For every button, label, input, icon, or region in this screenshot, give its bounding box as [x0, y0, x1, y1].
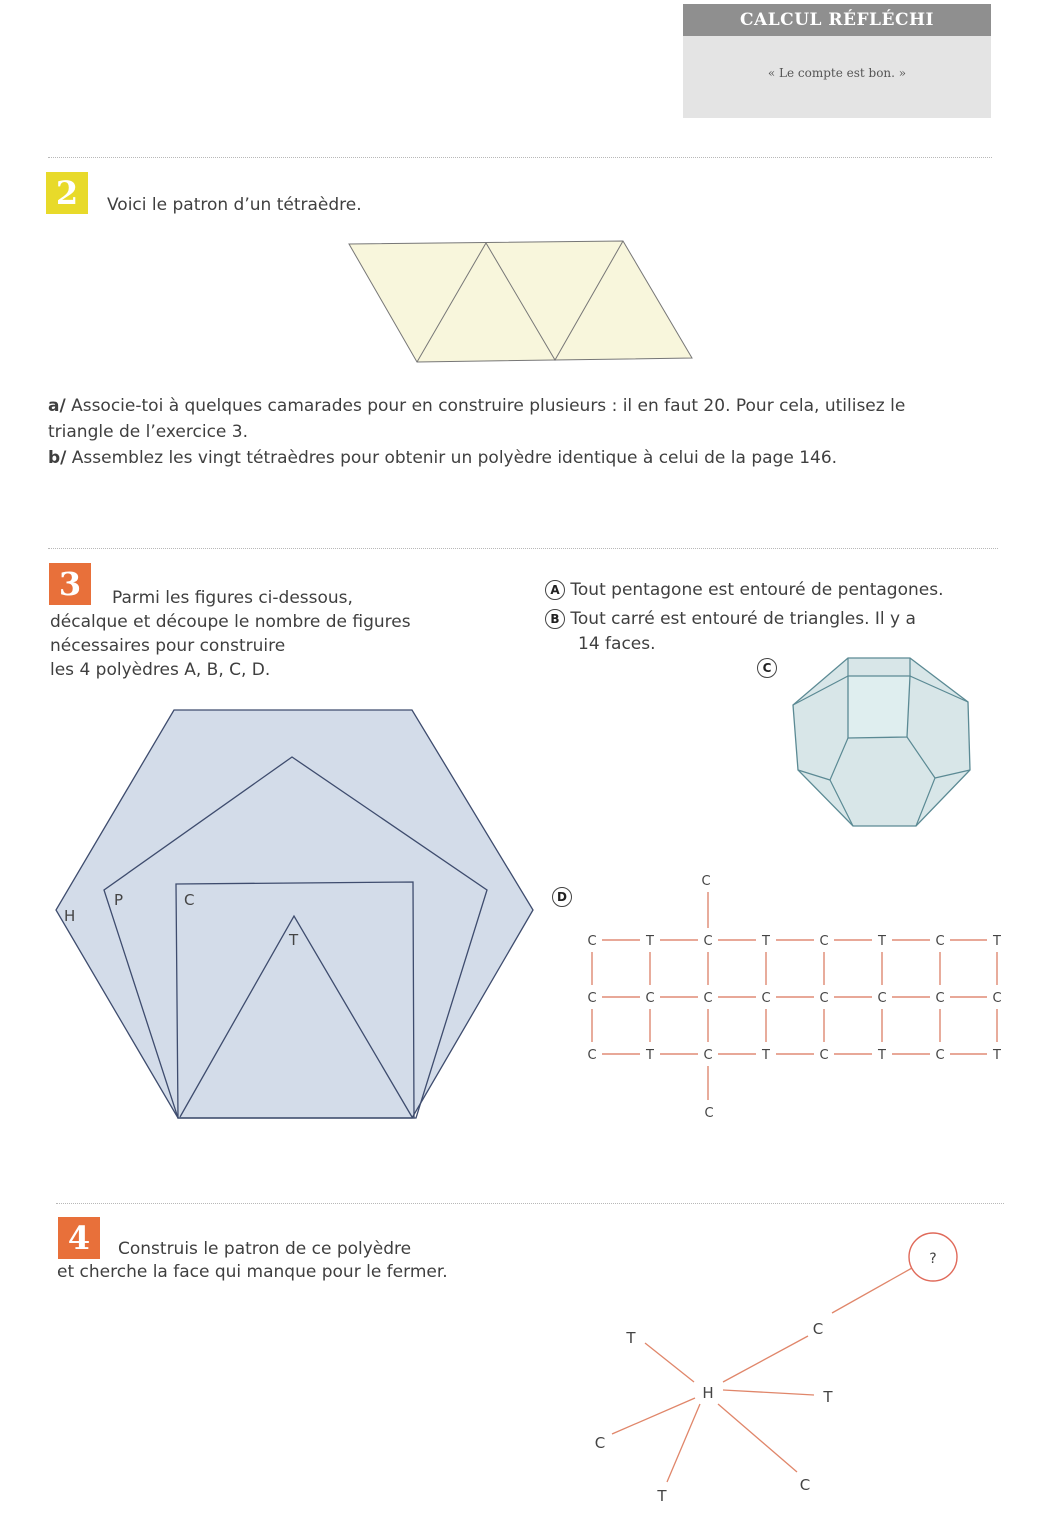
figure-label-t: T — [289, 931, 299, 949]
grid-cell: C — [587, 1048, 597, 1063]
center-node-h: H — [702, 1384, 714, 1402]
node-c-bottom-right: C — [799, 1476, 811, 1494]
exercise-2-b-text: Assemblez les vingt tétraèdres pour obtenir un polyèdre identique à celui de la page 146. — [71, 448, 838, 468]
grid-cell: C — [819, 1048, 829, 1063]
calcul-reflechi-subtitle: « Le compte est bon. » — [767, 66, 907, 80]
exercise-2-intro: Voici le patron d’un tétraèdre. — [107, 195, 362, 215]
exercise-3-badge: 3 — [49, 563, 91, 605]
item-a-text: Tout pentagone est entouré de pentagones. — [570, 580, 944, 600]
exercise-4-line-2: et cherche la face qui manque pour le fermer. — [57, 1262, 448, 1282]
exercise-2-a-text2: triangle de l’exercice 3. — [48, 422, 248, 442]
node-t-right: T — [823, 1388, 833, 1406]
letter-a-circle: A — [545, 580, 565, 600]
grid-cell: C — [703, 1048, 713, 1063]
node-t-upper-left: T — [626, 1329, 636, 1347]
grid-cell: C — [703, 934, 713, 949]
node-c-left: C — [594, 1434, 606, 1452]
grid-cell: C — [761, 991, 771, 1006]
figure-label-c: C — [184, 891, 195, 909]
missing-face-question: ? — [929, 1251, 937, 1267]
grid-cell: C — [587, 991, 597, 1006]
grid-cell: T — [762, 934, 770, 949]
exercise-3-line-3: nécessaires pour construire — [50, 636, 286, 656]
grid-cell: T — [646, 934, 654, 949]
grid-cell: T — [646, 1048, 654, 1063]
grid-cell: C — [935, 1048, 945, 1063]
grid-cell: C — [587, 934, 597, 949]
exercise-2-badge: 2 — [46, 172, 88, 214]
node-c-upper-right: C — [812, 1320, 824, 1338]
figure-label-h: H — [64, 907, 76, 925]
grid-cell: C — [645, 991, 655, 1006]
grid-cell: C — [992, 991, 1002, 1006]
grid-cell: T — [762, 1048, 770, 1063]
grid-cell: C — [877, 991, 887, 1006]
item-b-text2: 14 faces. — [578, 634, 656, 654]
node-t-bottom: T — [657, 1487, 667, 1505]
exercise-2-b-prefix: b/ — [48, 448, 67, 468]
grid-cell: C — [935, 991, 945, 1006]
grid-cell-bottom: C — [704, 1106, 714, 1121]
exercise-2-a-prefix: a/ — [48, 396, 66, 416]
exercise-3-line-2: décalque et découpe le nombre de figures — [50, 612, 411, 632]
grid-cell-top: C — [701, 874, 711, 889]
grid-cell: C — [819, 991, 829, 1006]
exercise-3-line-4: les 4 polyèdres A, B, C, D. — [50, 660, 271, 680]
item-b-text: Tout carré est entouré de triangles. Il y a — [570, 609, 916, 629]
calcul-reflechi-title: CALCUL RÉFLÉCHI — [683, 4, 991, 36]
grid-cell: T — [878, 1048, 886, 1063]
letter-d-circle: D — [552, 887, 572, 907]
letter-c-circle: C — [757, 658, 777, 678]
grid-cell: C — [703, 991, 713, 1006]
exercise-4-badge: 4 — [58, 1217, 100, 1259]
grid-cell: T — [993, 1048, 1001, 1063]
exercise-2-a-text: Associe-toi à quelques camarades pour en construire plusieurs : il en faut 20. Pour cela, utilisez le — [71, 396, 906, 416]
letter-b-circle: B — [545, 609, 565, 629]
exercise-3-line-1: Parmi les figures ci-dessous, — [112, 588, 353, 608]
grid-cell: T — [993, 934, 1001, 949]
grid-cell: C — [819, 934, 829, 949]
grid-cell: C — [935, 934, 945, 949]
grid-cell: T — [878, 934, 886, 949]
exercise-4-line-1: Construis le patron de ce polyèdre — [118, 1239, 412, 1259]
figure-label-p: P — [114, 891, 124, 909]
